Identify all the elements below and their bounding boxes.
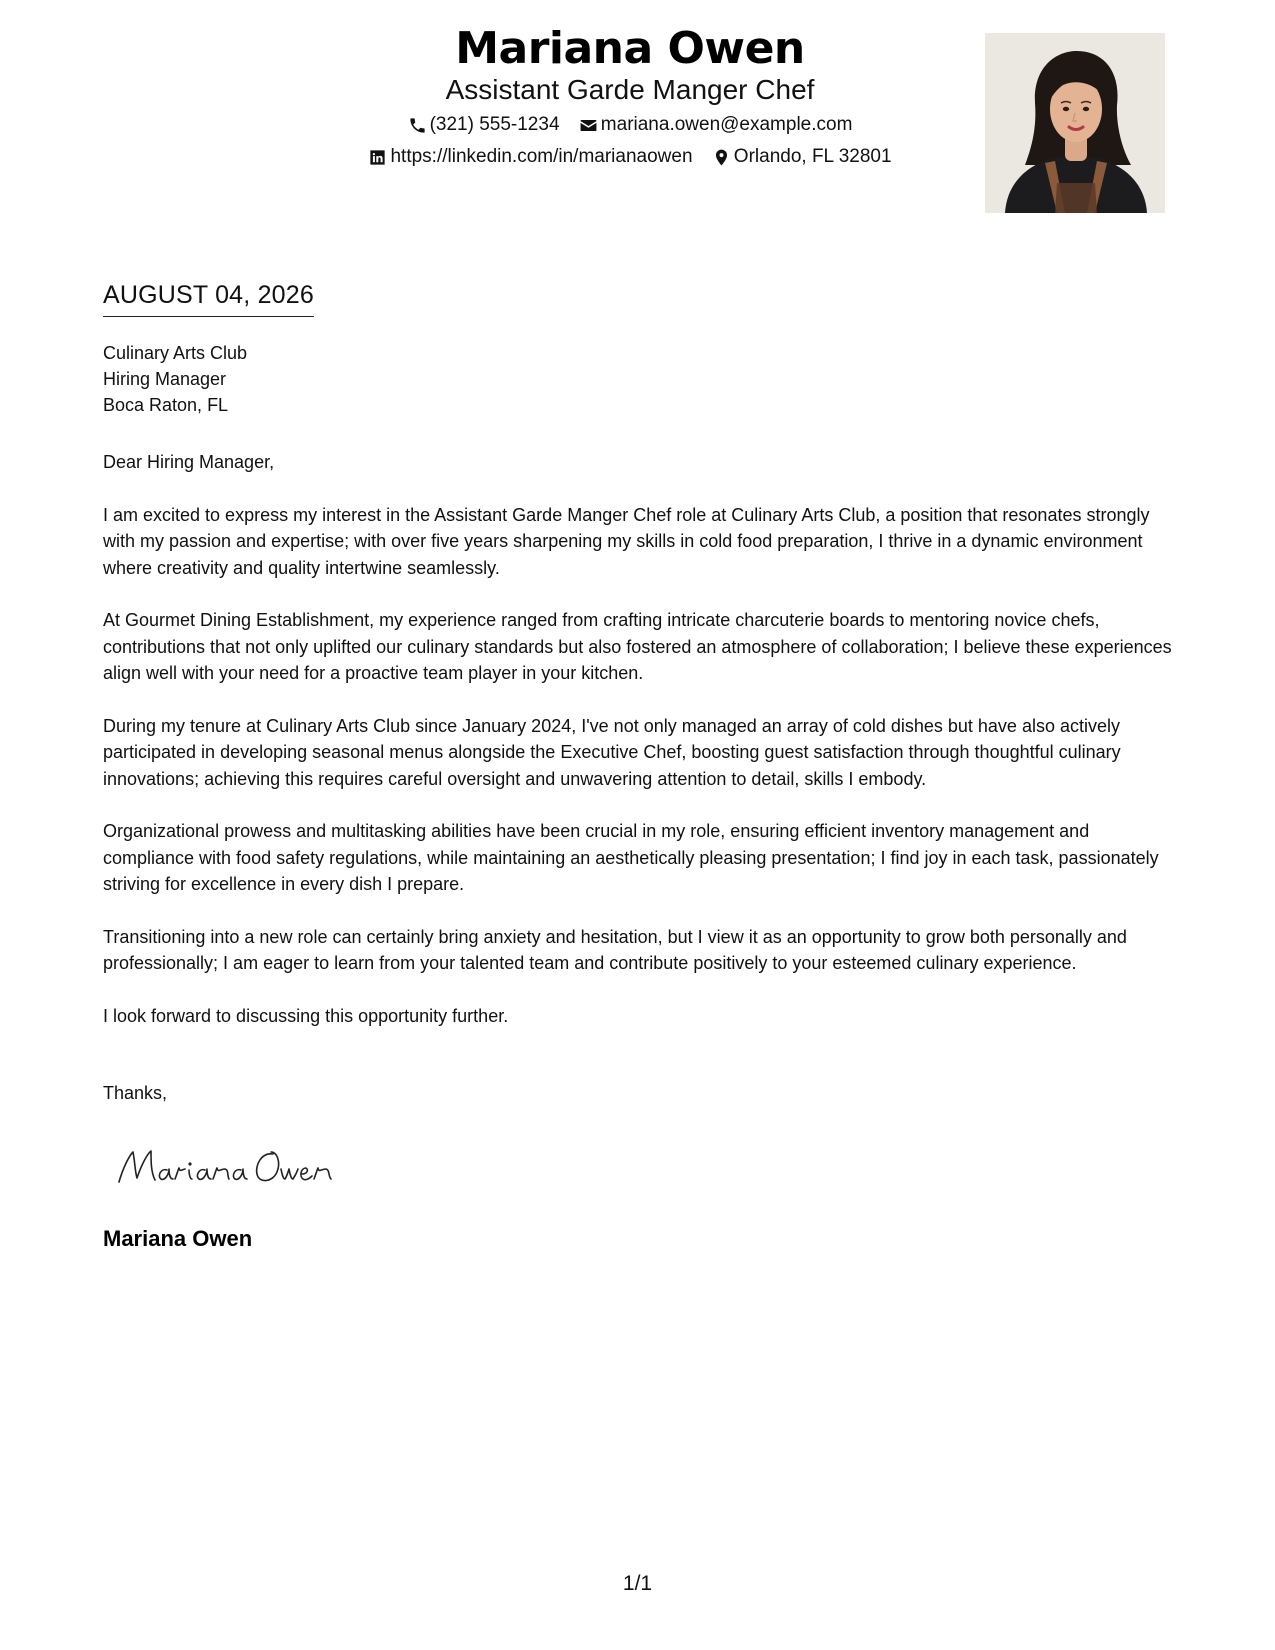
job-title: Assistant Garde Manger Chef <box>445 74 815 105</box>
applicant-name: Mariana Owen <box>455 23 805 74</box>
body-paragraph: Organizational prowess and multitasking abilities have been crucial in my role, ensuring efficient inventory management and compliance with food safety regulations, while maintaining an aesthetically pleasing presentation; I find joy in each task, passionately striving for excellence in every dish I prepare. <box>103 821 1159 894</box>
phone-contact[interactable] <box>408 112 560 138</box>
letter-closing: Thanks, <box>103 1083 168 1103</box>
location-text: Orlando, FL 32801 <box>733 146 892 167</box>
linkedin-contact[interactable] <box>368 144 692 170</box>
signer-name: Mariana Owen <box>103 1226 253 1251</box>
salutation: Dear Hiring Manager, <box>103 452 275 472</box>
location-contact <box>712 144 892 170</box>
page-number: 1/1 <box>622 1572 653 1595</box>
body-paragraph: I am excited to express my interest in the Assistant Garde Manger Chef role at Culinary Arts Club, a position that resonates strongly with my passion and expertise; with over five years sharpening my skills in cold food preparation, I thrive in a dynamic environment where creativity and quality intertwine seamlessly. <box>103 504 1150 578</box>
body-paragraph: During my tenure at Culinary Arts Club since January 2024, I've not only managed an array of cold dishes but have also actively participated in developing seasonal menus alongside the Executive Chef, boosting guest satisfaction through thoughtful culinary innovations; achieving this requires careful oversight and unwavering attention to detail, skills I embody. <box>103 715 1121 789</box>
handwritten-signature <box>115 1138 355 1198</box>
map-pin-icon <box>712 148 731 167</box>
email-text: mariana.owen@example.com <box>600 114 853 135</box>
email-contact[interactable] <box>579 112 853 138</box>
recipient-role: Hiring Manager <box>103 369 227 389</box>
body-paragraph: I look forward to discussing this opportunity further. <box>103 1005 509 1026</box>
body-paragraph: At Gourmet Dining Establishment, my experience ranged from crafting intricate charcuterie boards to mentoring novice chefs, contributions that not only uplifted our culinary standards but also fostered an atmosphere of collaboration; I believe these experiences align well with your need for a proactive team player in your kitchen. <box>103 610 1172 683</box>
recipient-city: Boca Raton, FL <box>103 395 229 415</box>
phone-icon <box>408 116 427 135</box>
profile-photo <box>985 33 1165 213</box>
phone-text: (321) 555-1234 <box>429 114 560 135</box>
linkedin-icon <box>368 148 387 167</box>
recipient-company: Culinary Arts Club <box>103 343 248 363</box>
profile-photo-illustration <box>985 33 1165 213</box>
recipient-block <box>103 340 247 418</box>
body-paragraph: Transitioning into a new role can certainly bring anxiety and hesitation, but I view it as an opportunity to grow both personally and professionally; I am eager to learn from your talented team and contribute positively to your esteemed culinary experience. <box>103 926 1127 973</box>
letter-body <box>103 449 1183 1055</box>
letter-date: AUGUST 04, 2026 <box>103 278 314 317</box>
envelope-icon <box>579 116 598 135</box>
linkedin-text: https://linkedin.com/in/marianaowen <box>390 146 693 167</box>
